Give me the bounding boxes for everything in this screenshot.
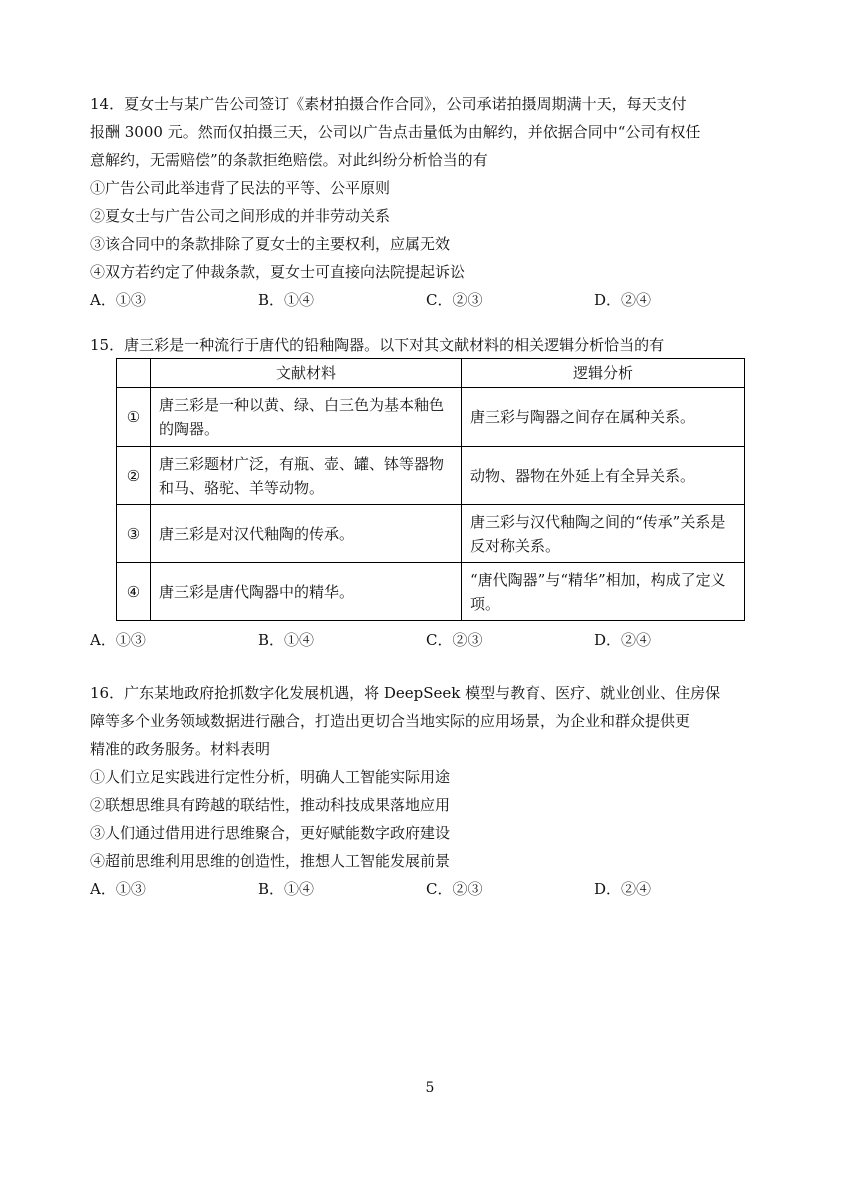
q16-stem-line-2: 障等多个业务领域数据进行融合，打造出更切合当地实际的应用场景，为企业和群众提供更 bbox=[90, 712, 691, 730]
row-analysis: “唐代陶器”与“精华”相加，构成了定义项。 bbox=[462, 563, 745, 621]
q15-options bbox=[90, 626, 780, 654]
q15-logic-table bbox=[116, 358, 745, 621]
q15-option-d: D．②④ bbox=[594, 631, 652, 649]
question-15 bbox=[90, 331, 780, 359]
q16-options bbox=[90, 875, 780, 903]
row-number: ① bbox=[117, 388, 151, 447]
q16-item-2: ②联想思维具有跨越的联结性，推动科技成果落地应用 bbox=[90, 796, 451, 814]
q14-option-a: A．①③ bbox=[90, 291, 146, 309]
question-14 bbox=[90, 90, 780, 314]
table-row bbox=[117, 388, 745, 447]
q16-option-c: C．②③ bbox=[426, 880, 483, 898]
table-row bbox=[117, 447, 745, 505]
page-number: 5 bbox=[425, 1080, 435, 1096]
q14-option-d: D．②④ bbox=[594, 291, 652, 309]
q14-options bbox=[90, 286, 780, 314]
q14-option-c: C．②③ bbox=[426, 291, 483, 309]
q16-option-a: A．①③ bbox=[90, 880, 146, 898]
row-number: ④ bbox=[117, 563, 151, 621]
q14-stem-line-3: 意解约，无需赔偿”的条款拒绝赔偿。对此纠纷分析恰当的有 bbox=[90, 151, 488, 169]
q14-item-4: ④双方若约定了仲裁条款，夏女士可直接向法院提起诉讼 bbox=[90, 263, 466, 281]
table-header-num bbox=[117, 359, 151, 388]
q15-option-c: C．②③ bbox=[426, 631, 483, 649]
table-header-material: 文献材料 bbox=[151, 359, 462, 388]
q14-item-3: ③该合同中的条款排除了夏女士的主要权利，应属无效 bbox=[90, 235, 451, 253]
q16-stem-line-3: 精准的政务服务。材料表明 bbox=[90, 740, 271, 758]
row-material: 唐三彩是唐代陶器中的精华。 bbox=[151, 563, 462, 621]
q14-item-1: ①广告公司此举违背了民法的平等、公平原则 bbox=[90, 179, 391, 197]
row-number: ③ bbox=[117, 505, 151, 563]
q14-option-b: B．①④ bbox=[258, 291, 315, 309]
table-header-row bbox=[117, 359, 745, 388]
q16-item-1: ①人们立足实践进行定性分析，明确人工智能实际用途 bbox=[90, 768, 451, 786]
q14-item-2: ②夏女士与广告公司之间形成的并非劳动关系 bbox=[90, 207, 391, 225]
row-number: ② bbox=[117, 447, 151, 505]
question-16 bbox=[90, 679, 780, 903]
row-material: 唐三彩是一种以黄、绿、白三色为基本釉色的陶器。 bbox=[151, 388, 462, 447]
q16-item-4: ④超前思维利用思维的创造性，推想人工智能发展前景 bbox=[90, 852, 451, 870]
q16-option-b: B．①④ bbox=[258, 880, 315, 898]
q15-option-b: B．①④ bbox=[258, 631, 315, 649]
row-analysis: 动物、器物在外延上有全异关系。 bbox=[462, 447, 745, 505]
row-material: 唐三彩是对汉代釉陶的传承。 bbox=[151, 505, 462, 563]
q15-stem: 15．唐三彩是一种流行于唐代的铅釉陶器。以下对其文献材料的相关逻辑分析恰当的有 bbox=[90, 336, 665, 354]
q14-stem-line-2: 报酬 3000 元。然而仅拍摄三天，公司以广告点击量低为由解约，并依据合同中“公司有权任 bbox=[90, 123, 701, 141]
q15-options-wrap bbox=[90, 626, 780, 654]
table-row bbox=[117, 505, 745, 563]
q16-stem-line-1: 16．广东某地政府抢抓数字化发展机遇，将 DeepSeek 模型与教育、医疗、就业创业、住房保 bbox=[90, 684, 721, 702]
row-analysis: 唐三彩与陶器之间存在属种关系。 bbox=[462, 388, 745, 447]
table-header-analysis: 逻辑分析 bbox=[462, 359, 745, 388]
q16-item-3: ③人们通过借用进行思维聚合，更好赋能数字政府建设 bbox=[90, 824, 451, 842]
q14-stem-line-1: 14．夏女士与某广告公司签订《素材拍摄合作合同》，公司承诺拍摄周期满十天，每天支付 bbox=[90, 95, 687, 113]
q15-option-a: A．①③ bbox=[90, 631, 146, 649]
row-material: 唐三彩题材广泛，有瓶、壶、罐、钵等器物和马、骆驼、羊等动物。 bbox=[151, 447, 462, 505]
table-row bbox=[117, 563, 745, 621]
q16-option-d: D．②④ bbox=[594, 880, 652, 898]
row-analysis: 唐三彩与汉代釉陶之间的“传承”关系是反对称关系。 bbox=[462, 505, 745, 563]
